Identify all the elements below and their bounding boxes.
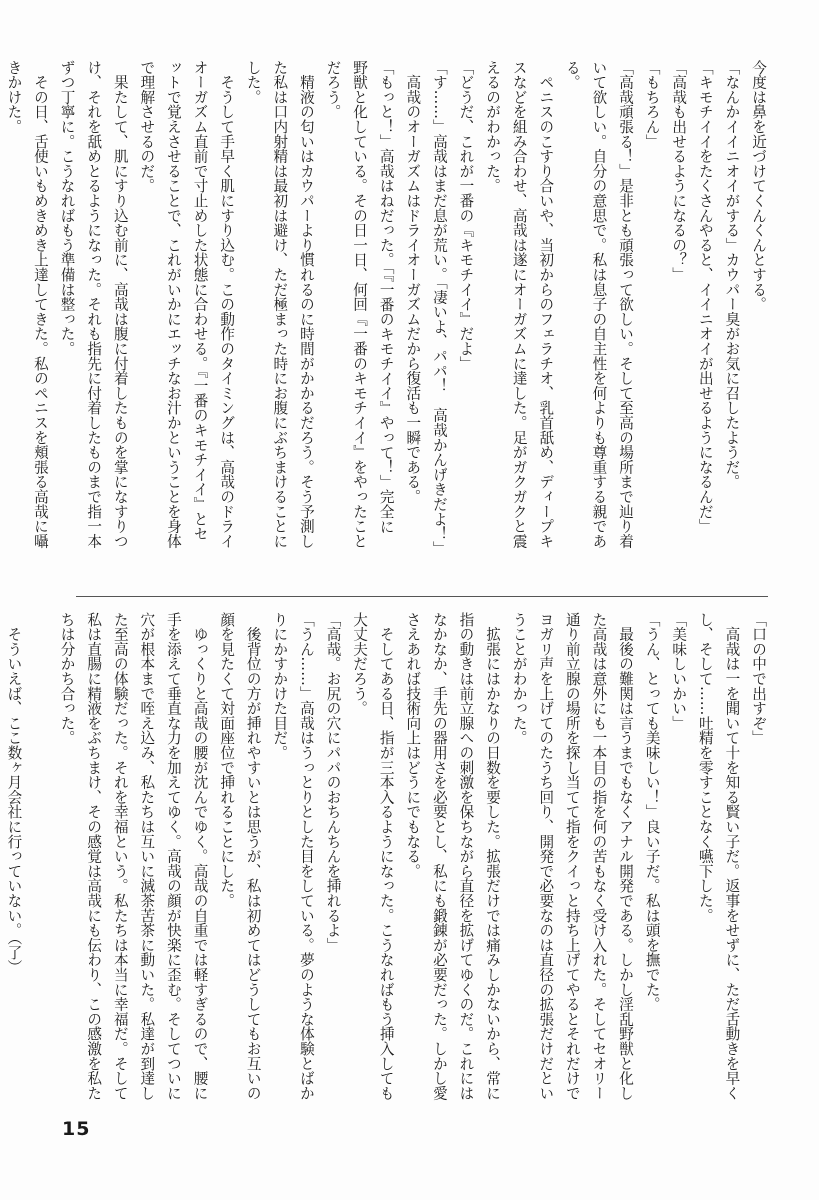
- text-line: ペニスのこすり合いや、当初からのフェラチオ、乳首舐め、ディープキ: [537, 60, 555, 549]
- text-line: 「もっと！」高哉はねだった。「『一番のキモチイイ』やって！」完全に: [377, 60, 395, 534]
- text-line: 大丈夫だろう。: [351, 612, 369, 716]
- text-line: 「高哉も出せるようになるの？」: [670, 60, 688, 282]
- text-line: 「うん……」高哉はうっとりとした目をしている。夢のような体験とばか: [297, 612, 315, 1101]
- text-line: ゆっくりと高哉の腰が沈んでゆく。高哉の自重では軽すぎるので、腰に: [191, 612, 209, 1101]
- text-line: [26, 612, 53, 1132]
- text-line: る。: [563, 60, 581, 90]
- text-line: 果たして、肌にすり込む前に、高哉は腹に付着したものを掌になすりつ: [111, 60, 129, 549]
- text-block-bottom: [0, 612, 771, 1132]
- text-line: えるのがわかった。: [484, 60, 502, 194]
- text-line: 高哉のオーガズムはドライオーガズムだから復活も一瞬である。: [404, 60, 422, 504]
- text-line: ヨガリ声を上げてのたうち回り、開発で必要なのは直径の拡張だけだとい: [537, 612, 555, 1101]
- text-line: さえあれば技術向上はどうにでもなる。: [404, 612, 422, 879]
- text-line: 「もちろん」: [643, 60, 661, 149]
- text-line: なかなか、手先の器用さを必要とし、私にも鍛錬が必要だった。しかし愛: [430, 612, 448, 1101]
- text-line: 野獣と化している。その日一日、何回『一番のキモチイイ』をやったこと: [351, 60, 369, 549]
- text-line: スなどを組み合わせ、高哉は遂にオーガズムに達した。足がガクガクと震: [510, 60, 528, 549]
- text-line: た高哉は意外にも一本目の指を何の苦もなく受け入れた。そしてセオリー: [590, 612, 608, 1101]
- text-line: 私は直腸に精液をぶちまけ、その感覚は高哉にも伝わり、この感激を私た: [85, 612, 103, 1101]
- text-line: 「高哉。お尻の穴にパパのおちんちんを挿れるよ」: [324, 612, 342, 953]
- text-line: いて欲しい。自分の意思で。私は息子の自主性を何よりも尊重する親であ: [590, 60, 608, 549]
- text-line: た至高の体験だった。それを幸福という。私たちは本当に幸福だ。そして: [111, 612, 129, 1101]
- text-line: ちは分かち合った。: [58, 612, 76, 746]
- text-line: 「どうだ、これが一番の『キモチイイ』だよ」: [457, 60, 475, 371]
- text-line: 最後の難関は言うまでもなくアナル開発である。しかし淫乱野獣と化し: [617, 612, 635, 1101]
- text-line: 顔を見たくて対面座位で挿れることにした。: [218, 612, 236, 908]
- page-number: 15: [62, 1118, 91, 1140]
- text-line: 拡張にはかなりの日数を要した。拡張だけでは痛みしかないから、常に: [484, 612, 502, 1101]
- text-line: 「うん、とっても美味しい！」良い子だ。私は頭を撫でた。: [643, 612, 661, 1012]
- text-line: 「す……」高哉はまだ息が荒い。「凄いよ、パパ！ 高哉かんげきだよ！」: [430, 60, 448, 556]
- text-line: きかけた。: [5, 60, 23, 134]
- text-line: 「なんかイイニオイがする」カウパー臭がお気に召したようだ。: [723, 60, 741, 490]
- section-divider: [76, 596, 768, 597]
- text-line: 精液の匂いはカウパーより慣れるのに時間がかかるだろう。そう予測し: [297, 60, 315, 549]
- text-line: ずつ丁寧に。こうなればもう準備は整った。: [58, 60, 76, 356]
- text-line: りにかすかけた目だ。: [271, 612, 289, 760]
- text-line: た私は口内射精は最初は避け、ただ極まった時にお腹にぶちまけることに: [271, 60, 289, 549]
- text-line: その日、舌使いもめきめき上達してきた。私のペニスを頬張る高哉に囁: [31, 60, 49, 549]
- text-line: した。: [244, 60, 262, 105]
- text-line: 「キモチイイをたくさんやると、イイニオイが出せるようになるんだ」: [696, 60, 714, 534]
- text-line: 手を添えて垂直な力を加えてゆく。高哉の顔が快楽に歪む。そしてついに: [164, 612, 182, 1101]
- text-line: 「高哉頑張る！」是非とも頑張って欲しい。そして至高の場所まで辿り着: [617, 60, 635, 549]
- text-line: オーガズム直前で寸止めした状態に合わせる。『一番のキモチイイ』とセ: [191, 60, 209, 542]
- text-line: 通り前立腺の場所を探し当てて指をクイっと持ち上げてやるとそれだけで: [563, 612, 581, 1101]
- text-line: 後背位の方が挿れやすいとは思うが、私は初めてはどうしてもお互いの: [244, 612, 262, 1101]
- text-line: だろう。: [324, 60, 342, 120]
- text-block-top: [0, 60, 771, 580]
- text-line: そしてある日、指が三本入るようになった。こうなればもう挿入しても: [377, 612, 395, 1101]
- text-line: 穴が根本まで咥え込み、私たちは互いに滅茶苦茶に動いた。私達が到達し: [138, 612, 156, 1101]
- text-line: そういえば、ここ数ヶ月会社に行っていない。（了）: [5, 612, 23, 975]
- text-line: 「口の中で出すぞ」: [750, 612, 767, 746]
- text-line: そうして手早く肌にすり込む。この動作のタイミングは、高哉のドライ: [218, 60, 236, 549]
- text-line: 指の動きは前立腺への刺激を保ちながら直径を拡げてゆくのだ。これには: [457, 612, 475, 1101]
- text-line: ットで覚えさせることで、これがいかにエッチなお汁かということを身体: [164, 60, 182, 549]
- text-line: 高哉は一を聞いて十を知る賢い子だ。返事をせずに、ただ舌動きを早く: [723, 612, 741, 1101]
- text-line: け、それを舐めとるようになった。それも指先に付着したものまで指一本: [85, 60, 103, 549]
- text-line: 今度は鼻を近づけてくんくんとする。: [750, 60, 767, 312]
- text-line: し、そして……吐精を零すことなく嚥下した。: [696, 612, 714, 923]
- text-line: で理解させるのだ。: [138, 60, 156, 194]
- text-line: 「美味しいかい」: [670, 612, 688, 731]
- text-line: うことがわかった。: [510, 612, 528, 746]
